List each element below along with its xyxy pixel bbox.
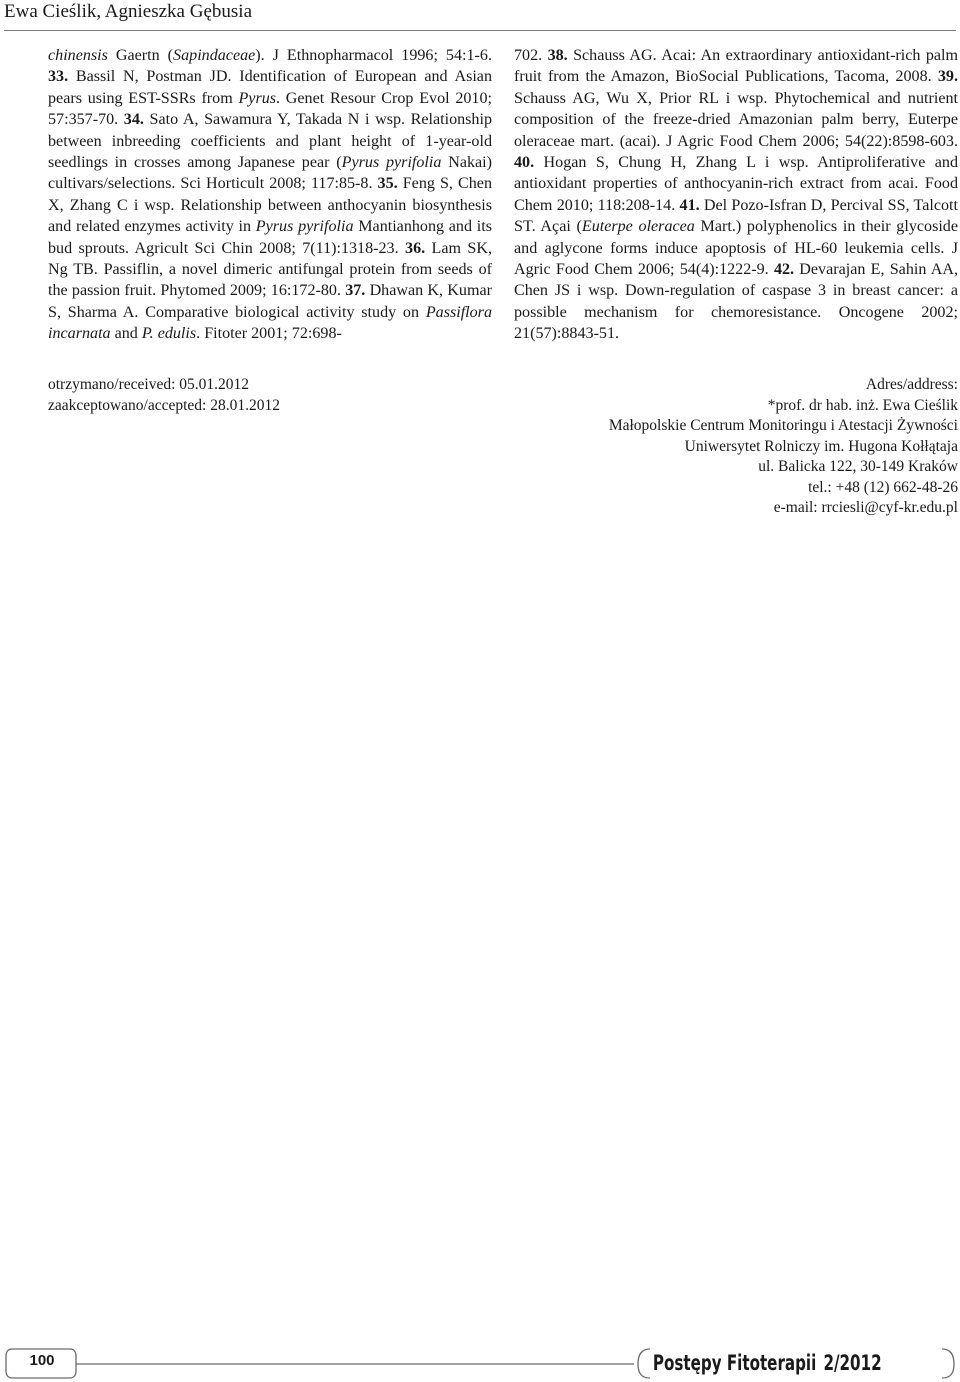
reference-text: Feng S, Chen X, Zhang C i wsp. Relationship between anthocyanin biosynthesis and related enzymes activity in [48,175,492,236]
reference-italic-term: Pyrus pyrifolia [255,218,354,236]
references-left-column [48,45,492,345]
address-university: Uniwersytet Rolniczy im. Hugona Kołłątaja [684,437,958,455]
reference-italic-term: Euterpe oleracea [581,218,695,236]
address-name: *prof. dr hab. inż. Ewa Cieślik [767,396,958,414]
reference-italic-term: Sapindaceae [173,47,256,64]
reference-number: 40. [514,154,535,172]
reference-number: 36. [405,239,426,257]
reference-text: Lam SK, Ng TB. Passiflin, a novel dimeric antifungal protein from seeds of the passion fruit. Phytomed 2009; 16:172-80. [48,239,492,300]
reference-italic-term: Passiflora incarnata [48,303,492,343]
reference-italic-term: Pyrus [238,89,277,107]
journal-name: Postępy Fitoterapii [653,1351,817,1375]
received-dates [48,375,280,416]
reference-number: 37. [345,282,366,300]
reference-number: 41. [679,196,700,214]
address-institution: Małopolskie Centrum Monitoringu i Atestacji Żywności [608,417,958,434]
reference-text: Dhawan K, Kumar S, Sharma A. Comparative biological activity study on [48,282,492,321]
reference-text: Bassil N, Postman JD. Identification of European and Asian pears using EST-SSRs from [48,68,492,107]
reference-number: 35. [377,175,398,193]
references-right-column [514,45,958,345]
reference-number: 42. [773,261,795,279]
received-date: otrzymano/received: 05.01.2012 [48,376,250,393]
address-phone: tel.: +48 (12) 662-48-26 [808,478,958,496]
address-heading: Adres/address: [865,376,958,393]
reference-text: Schauss AG, Wu X, Prior RL i wsp. Phytochemical and nutrient composition of the freeze-dried Amazonian palm berry, Euterpe oleraceae mart. (acai). J Agric Food Chem 2006; 54(22):8598-603. [514,89,958,150]
running-head-authors: Ewa Cieślik, Agnieszka Gębusia [4,1,253,22]
reference-text: ). J Ethnopharmacol 1996; 54:1-6. [255,47,492,64]
reference-text: Sato A, Sawamura Y, Takada N i wsp. Relationship between inbreeding coefficients and plant height of 1-year-old seedlings in crosses among Japanese pear ( [48,111,492,172]
reference-text: Schauss AG. Acai: An extraordinary antioxidant-rich palm fruit from the Amazon, BioSocial Publications, Tacoma, 2008. [514,47,959,86]
reference-text: Del Pozo-Isfran D, Percival SS, Talcott ST. Açai ( [514,196,959,236]
address-street: ul. Balicka 122, 30-149 Kraków [758,458,958,475]
journal-title [653,1350,882,1376]
journal-issue: 2/2012 [823,1351,882,1375]
page-number: 100 [29,1352,55,1369]
reference-number: 33. [48,68,69,86]
accepted-date: zaakceptowano/accepted: 28.01.2012 [48,396,280,414]
page-footer [0,1345,960,1382]
reference-text: Mantianhong and its bud sprouts. Agricult Sci Chin 2008; 7(11):1318-23. [48,218,492,257]
reference-italic-term: chinensis [48,47,108,64]
reference-text: and [110,325,142,343]
correspondence-address [609,375,958,519]
reference-text: 702. [514,47,548,64]
reference-text: Nakai) cultivars/selections. Sci Horticult 2008; 117:85-8. [48,154,492,193]
reference-text: Gaertn ( [107,47,174,64]
reference-text: . Genet Resour Crop Evol 2010; 57:357-70. [48,89,492,129]
reference-text: Devarajan E, Sahin AA, Chen JS i wsp. Down-regulation of caspase 3 in breast cancer: a possible mechanism for chemoresistance. Oncogene 2002; 21(57):8843-51. [514,261,958,343]
reference-text: . Fitoter 2001; 72:698- [196,325,342,343]
reference-text: Mart.) polyphenolics in their glycoside and aglycone forms induce apoptosis of HL-60 leukemia cells. J Agric Food Chem 2006; 54(4):1222-9. [514,218,958,279]
reference-number: 39. [937,68,958,86]
reference-text: Hogan S, Chung H, Zhang L i wsp. Antiproliferative and antioxidant properties of anthocyanin-rich extract from acai. Food Chem 2010; 118:208-14. [514,154,958,214]
reference-italic-term: Pyrus pyrifolia [341,154,442,172]
reference-italic-term: P. edulis [141,325,197,343]
reference-number: 38. [547,47,568,64]
running-head [4,0,956,31]
reference-number: 34. [123,111,144,129]
address-email: e-mail: rrciesli@cyf-kr.edu.pl [773,499,958,516]
